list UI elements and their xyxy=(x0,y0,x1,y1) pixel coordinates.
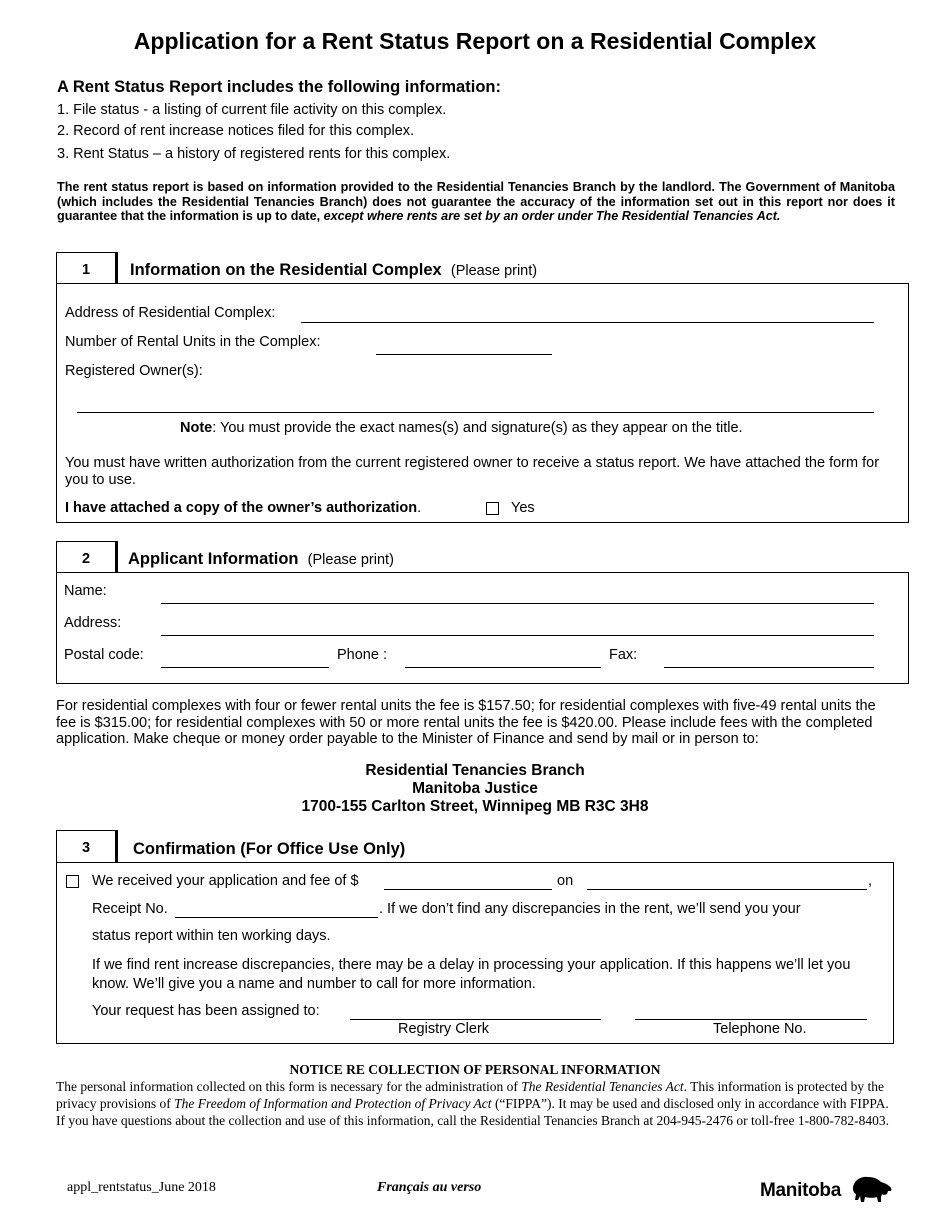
section-1-title: Information on the Residential Complex (Please print) xyxy=(130,261,538,279)
phone-field[interactable] xyxy=(405,667,601,668)
rental-units-field[interactable] xyxy=(376,354,552,355)
bison-icon xyxy=(850,1174,894,1204)
yes-label: Yes xyxy=(511,500,535,516)
phone-label: Phone : xyxy=(337,647,387,663)
section-2-number: 2 xyxy=(56,541,118,573)
section-1-number: 1 xyxy=(56,252,118,284)
french-version-note: Français au verso xyxy=(377,1180,482,1195)
registered-owner-label: Registered Owner(s): xyxy=(65,363,203,379)
status-report-text: status report within ten working days. xyxy=(92,928,331,944)
applicant-address-label: Address: xyxy=(64,615,122,631)
intro-item: 3. Rent Status – a history of registered rents for this complex. xyxy=(57,146,451,162)
branch-address: 1700-155 Carlton Street, Winnipeg MB R3C 3H8 xyxy=(301,798,649,815)
received-checkbox[interactable] xyxy=(66,875,79,888)
fax-label: Fax: xyxy=(609,647,638,663)
received-text: We received your application and fee of $ xyxy=(92,873,359,889)
registry-clerk-label: Registry Clerk xyxy=(398,1021,490,1037)
fax-field[interactable] xyxy=(664,667,874,668)
receipt-number-field[interactable] xyxy=(175,917,378,918)
postal-code-field[interactable] xyxy=(161,667,329,668)
applicant-address-field[interactable] xyxy=(161,635,874,636)
received-date-field[interactable] xyxy=(587,889,867,890)
section-3-title: Confirmation (For Office Use Only) xyxy=(133,840,406,858)
authorization-yes-checkbox[interactable] xyxy=(486,502,499,515)
telephone-number-field[interactable] xyxy=(635,1019,867,1020)
manitoba-logo: Manitoba xyxy=(758,1174,898,1208)
postal-code-label: Postal code: xyxy=(64,647,144,663)
fee-amount-field[interactable] xyxy=(384,889,552,890)
rental-units-label: Number of Rental Units in the Complex: xyxy=(65,334,321,350)
branch-name: Residential Tenancies Branch xyxy=(365,762,585,779)
form-id: appl_rentstatus_June 2018 xyxy=(67,1180,216,1195)
section-2-title: Applicant Information (Please print) xyxy=(128,550,394,568)
name-label: Name: xyxy=(64,583,107,599)
section-3-number: 3 xyxy=(56,830,118,862)
address-complex-label: Address of Residential Complex: xyxy=(65,305,276,321)
assigned-label: Your request has been assigned to: xyxy=(92,1003,320,1019)
notice-heading: NOTICE RE COLLECTION OF PERSONAL INFORMATION xyxy=(289,1062,661,1077)
receipt-label: Receipt No. xyxy=(92,901,168,917)
receipt-followup-text: . If we don’t find any discrepancies in the rent, we’ll send you your xyxy=(379,901,801,917)
telephone-label: Telephone No. xyxy=(713,1021,807,1037)
delay-text: If we find rent increase discrepancies, there may be a delay in processing your application. If this happens we’ll let you know. We’ll give you a name and number to call for more information. xyxy=(92,957,851,992)
name-field[interactable] xyxy=(161,603,874,604)
notice-text: The personal information collected on this form is necessary for the administration of The Residential Tenancies Act. This information is protected by the privacy provisions of The Freedom of Information and Protection of Privacy Act (“FIPPA”). It may be used and disclosed only in accordance with FIPPA. If you have questions about the collection and use of this information, call the Residential Tenancies Branch at 204-945-2476 or toll-free 1-800-782-8403. xyxy=(56,1079,889,1128)
registry-clerk-field[interactable] xyxy=(350,1019,601,1020)
note-text: Note: You must provide the exact names(s) and signature(s) as they appear on the title. xyxy=(180,420,743,436)
on-label: on xyxy=(557,873,574,889)
intro-heading: A Rent Status Report includes the following information: xyxy=(57,78,501,96)
page-title: Application for a Rent Status Report on a Residential Complex xyxy=(133,28,817,54)
fee-text: For residential complexes with four or fewer rental units the fee is $157.50; for residential complexes with five-49 rental units the fee is $315.00; for residential complexes with 50 or more rental units the fee is $420.00. Please include fees with the completed application. Make cheque or money order payable to the Minister of Finance and send by mail or in person to: xyxy=(56,698,876,747)
attached-authorization-label: I have attached a copy of the owner’s authorization. xyxy=(65,500,422,516)
registered-owner-field[interactable] xyxy=(77,412,874,413)
intro-item: 1. File status - a listing of current file activity on this complex. xyxy=(57,102,447,118)
address-complex-field[interactable] xyxy=(301,322,874,323)
intro-item: 2. Record of rent increase notices filed for this complex. xyxy=(57,123,415,139)
comma: , xyxy=(868,873,873,889)
department-name: Manitoba Justice xyxy=(412,780,538,797)
disclaimer: The rent status report is based on information provided to the Residential Tenancies Branch by the landlord. The Government of Manitoba (which includes the Residential Tenancies Branch) does not guarantee the accuracy of the information set out in this report nor does it guarantee that the information is up to date, except where rents are set by an order under The Residential Tenancies Act. xyxy=(57,180,895,223)
authorization-text: You must have written authorization from the current registered owner to receive a status report. We have attached the form for you to use. xyxy=(65,455,880,488)
